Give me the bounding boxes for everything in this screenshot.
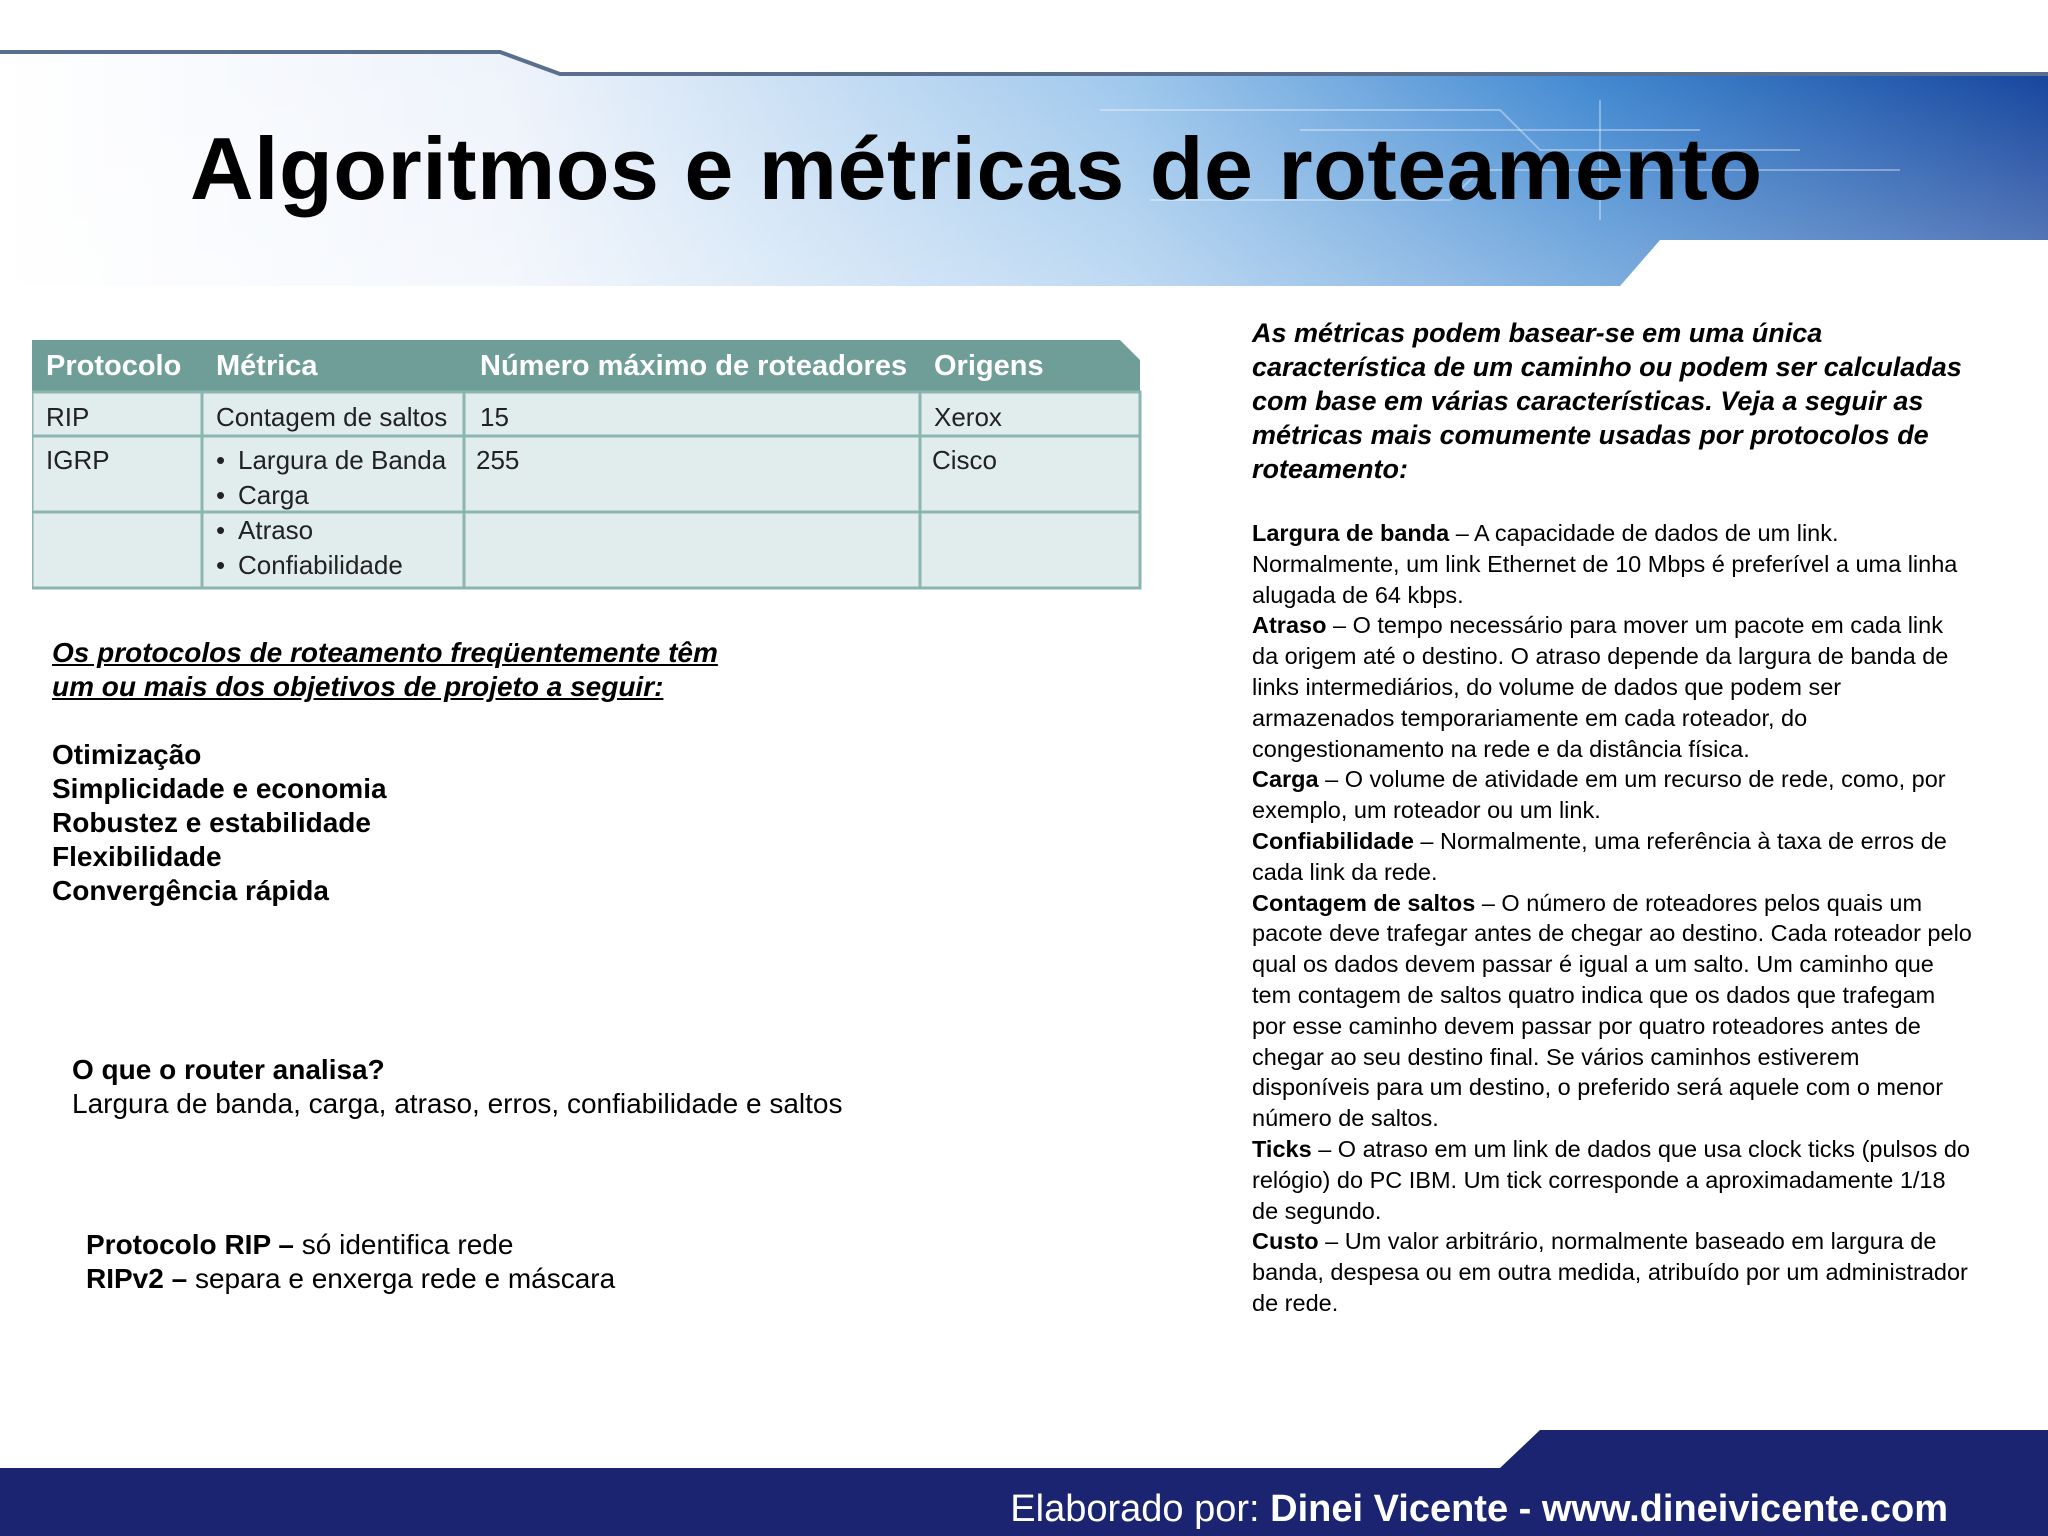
metrics-column	[1252, 316, 1972, 1319]
analysis-question: O que o router analisa?	[72, 1054, 385, 1085]
metric-description: – Normalmente, uma referência à taxa de erros de cada link da rede.	[1252, 827, 1947, 885]
page-title: Algoritmos e métricas de roteamento	[190, 119, 1763, 218]
rip-note-term: Protocolo RIP –	[86, 1229, 294, 1260]
table-header-origens: Origens	[934, 350, 1044, 382]
table-header-metrica: Métrica	[216, 350, 318, 382]
table-cell-max-routers: 15	[480, 402, 509, 432]
metric-description: – O número de roteadores pelos quais um pacote deve trafegar antes de chegar ao destino. Cada roteador pelo qual os dados devem passar é igual a um salto. Um caminho que tem contagem de saltos quatro indica que os dados que trafegam por esse caminho devem passar por quatro roteadores antes de chegar ao seu destino final. Se vários caminhos estiverem disponíveis para um destino, o preferido será aquele com o menor número de saltos.	[1252, 889, 1972, 1132]
table-cell-metric: • Largura de Banda	[238, 445, 446, 476]
metric-term: Contagem de saltos	[1252, 889, 1476, 916]
metric-term: Largura de banda	[1252, 520, 1450, 546]
rip-note	[86, 1228, 615, 1262]
table-header-max-roteadores: Número máximo de roteadores	[480, 350, 908, 382]
analysis-answer: Largura de banda, carga, atraso, erros, confiabilidade e saltos	[72, 1088, 843, 1119]
metric-description: – Um valor arbitrário, normalmente baseado em largura de banda, despesa ou em outra medida, atribuído por um administrador de rede.	[1252, 1228, 1968, 1316]
goals-list	[52, 738, 718, 908]
table-cell-metric: • Confiabilidade	[238, 550, 403, 581]
table-cell-origin: Cisco	[932, 445, 998, 475]
metric-item	[1252, 764, 1972, 826]
protocol-table	[32, 340, 1142, 590]
metric-item	[1252, 826, 1972, 888]
table-cell-metric: • Carga	[238, 480, 309, 511]
goal-item: Otimização	[52, 739, 202, 770]
goals-intro-line: um ou mais dos objetivos de projeto a seguir:	[52, 671, 664, 702]
table-cell-protocol: RIP	[46, 402, 90, 432]
table-cell-origin: Xerox	[934, 402, 1002, 432]
metric-item	[1252, 888, 1972, 1134]
table-cell-metric: • Atraso	[238, 515, 313, 546]
rip-notes	[86, 1228, 615, 1296]
design-goals	[52, 636, 718, 908]
metric-term: Ticks	[1252, 1135, 1312, 1162]
footer-prefix: Elaborado por:	[1010, 1488, 1271, 1530]
footer-author: Dinei Vicente - www.dineivicente.com	[1270, 1488, 1948, 1530]
table-cell-metric: Contagem de saltos	[216, 402, 448, 432]
metric-item	[1252, 1226, 1972, 1318]
metric-item	[1252, 1134, 1972, 1226]
metric-term: Custo	[1252, 1228, 1319, 1255]
metric-term: Confiabilidade	[1252, 827, 1414, 854]
goal-item: Flexibilidade	[52, 841, 222, 872]
rip-note	[86, 1262, 615, 1296]
footer-credit	[1010, 1488, 1948, 1531]
goals-intro-line: Os protocolos de roteamento freqüentemente têm	[52, 637, 718, 668]
router-analysis	[72, 1053, 842, 1121]
metric-item	[1252, 610, 1972, 764]
table-header-protocolo: Protocolo	[46, 350, 182, 382]
metric-term: Atraso	[1252, 612, 1327, 639]
rip-note-text: só identifica rede	[293, 1229, 514, 1260]
goal-item: Convergência rápida	[52, 875, 329, 906]
goals-intro	[52, 636, 718, 704]
metrics-list	[1252, 518, 1972, 1319]
goal-item: Robustez e estabilidade	[52, 807, 371, 838]
metric-description: – A capacidade de dados de um link. Normalmente, um link Ethernet de 10 Mbps é preferível a uma linha alugada de 64 kbps.	[1252, 520, 1958, 608]
metric-item	[1252, 518, 1972, 610]
goal-item: Simplicidade e economia	[52, 773, 387, 804]
rip-note-text: separa e enxerga rede e máscara	[187, 1263, 616, 1294]
rip-note-term: RIPv2 –	[86, 1263, 188, 1294]
metric-description: – O volume de atividade em um recurso de rede, como, por exemplo, um roteador ou um link.	[1252, 766, 1946, 824]
metric-description: – O tempo necessário para mover um pacote em cada link da origem até o destino. O atraso depende da largura de banda de links intermediários, do volume de dados que podem ser armazenados temporariamente em cada roteador, do congestionamento na rede e da distância física.	[1252, 612, 1949, 762]
metrics-intro: As métricas podem basear-se em uma única característica de um caminho ou podem ser calculadas com base em várias características. Veja a seguir as métricas mais comumente usadas por protocolos de roteamento:	[1252, 318, 1962, 484]
metric-description: – O atraso em um link de dados que usa clock ticks (pulsos do relógio) do PC IBM. Um tick corresponde a aproximadamente 1/18 de segundo.	[1252, 1135, 1970, 1224]
metric-term: Carga	[1252, 766, 1319, 793]
table-cell-max-routers: 255	[476, 445, 520, 475]
table-cell-protocol: IGRP	[46, 445, 110, 475]
